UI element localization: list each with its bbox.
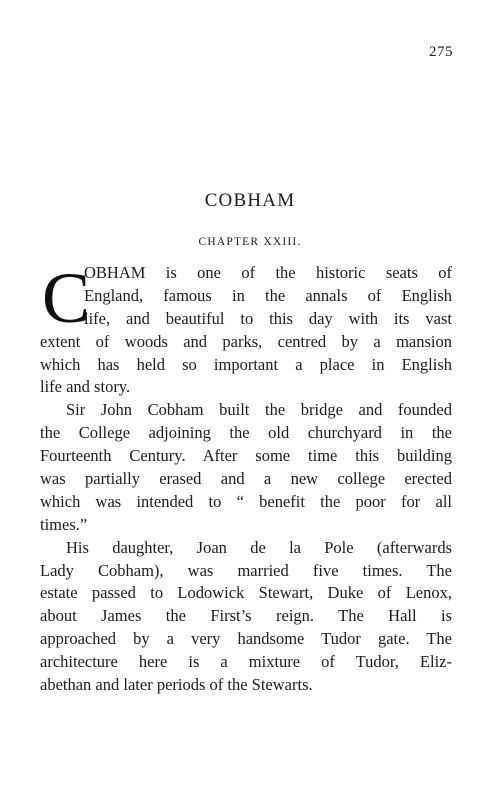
text-line: England, famous in the annals of English xyxy=(84,285,452,305)
text-line: which has held so important a place in English xyxy=(40,354,452,374)
text-line: Sir John Cobham built the bridge and founded xyxy=(66,400,452,420)
text-line: about James the First’s reign. The Hall is xyxy=(40,606,452,626)
text-line: architecture here is a mixture of Tudor, Eliz- xyxy=(40,652,452,672)
text-line: which was intended to “ benefit the poor for all xyxy=(40,491,452,511)
text-line: estate passed to Lodowick Stewart, Duke of Lenox, xyxy=(40,583,452,603)
text-line: life and story. xyxy=(40,377,131,397)
text-line: Fourteenth Century. After some time this building xyxy=(40,446,452,466)
text-line: extent of woods and parks, centred by a mansion xyxy=(40,331,452,351)
chapter-number: CHAPTER XXIII. xyxy=(198,236,302,248)
page-number: 275 xyxy=(429,44,453,60)
text-line: abethan and later periods of the Stewarts. xyxy=(40,675,313,695)
body-text xyxy=(40,258,452,697)
text-line: was partially erased and a new college erected xyxy=(40,469,452,489)
chapter-title: COBHAM xyxy=(204,190,296,211)
text-line: life, and beautiful to this day with its vast xyxy=(84,308,452,328)
text-line: times.” xyxy=(40,514,88,534)
text-line: OBHAM is one of the historic seats of xyxy=(84,263,452,282)
text-line: approached by a very handsome Tudor gate. The xyxy=(40,629,452,649)
text-line: the College adjoining the old churchyard in the xyxy=(40,423,452,443)
text-line: His daughter, Joan de la Pole (afterwards xyxy=(66,537,452,557)
drop-cap: C xyxy=(42,258,91,338)
text-line: Lady Cobham), was married five times. The xyxy=(40,560,452,580)
